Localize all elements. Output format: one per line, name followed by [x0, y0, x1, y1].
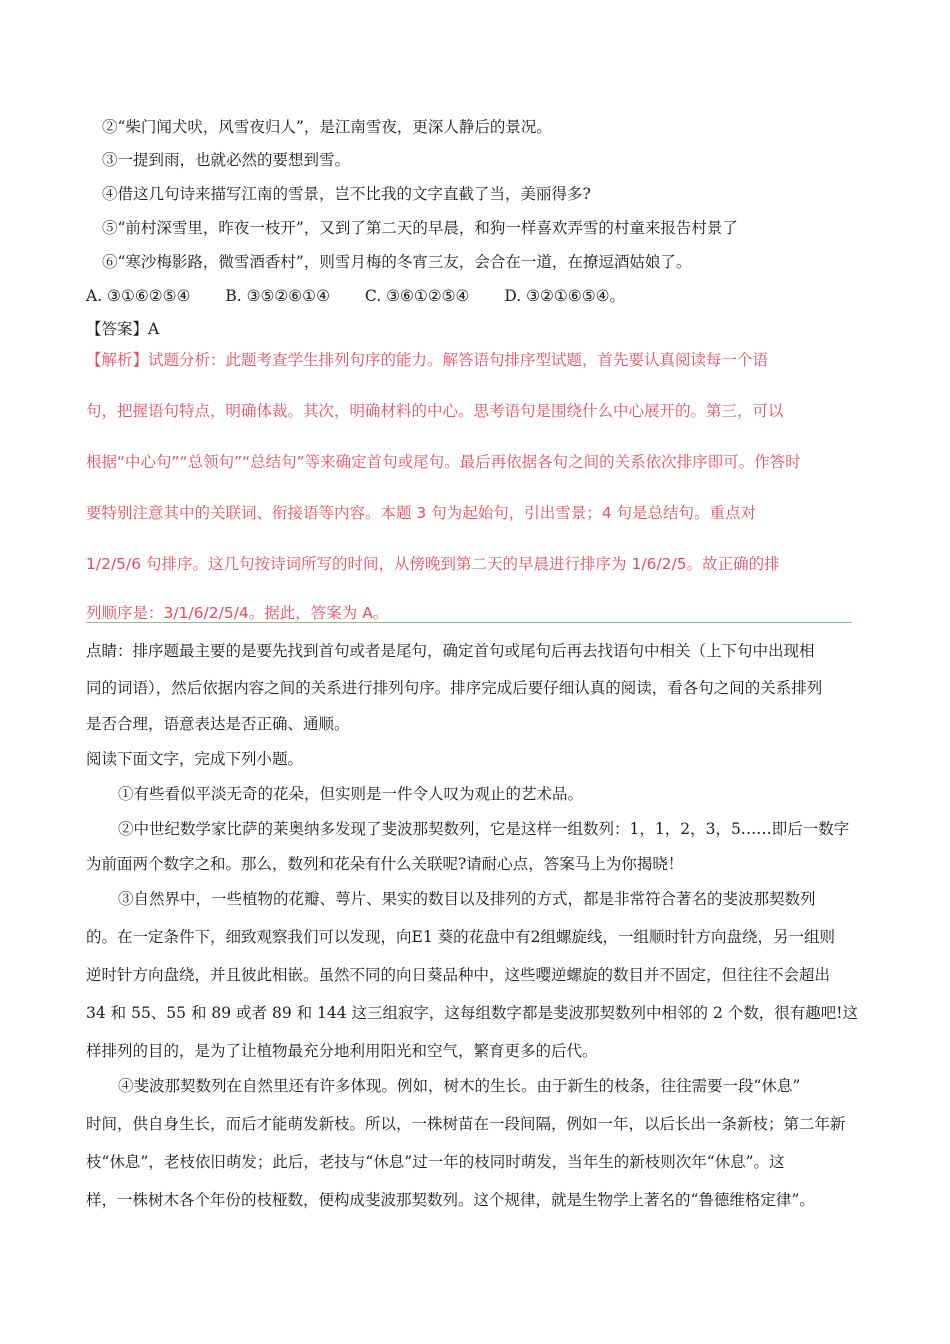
passage-line: 样，一株树木各个年份的枝桠数，便构成斐波那契数列。这个规律，就是生物学上著名的“鲁德维格定律”。: [86, 1191, 815, 1209]
sentence-3: ③一提到雨，也就必然的要想到雪。: [102, 151, 351, 169]
passage-line: 逆时针方向盘绕，并且彼此相嵌。虽然不同的向日葵品种中，这些嘤逆螺旋的数目并不固定，但往往不会超出: [86, 966, 831, 984]
dianjing-line: 同的词语），然后依据内容之间的关系进行排列句序。排序完成后要仔细认真的阅读，看各句之间的关系排列: [86, 679, 823, 697]
option-a: A. ③①⑥②⑤④: [86, 287, 191, 305]
sentence-4: ④借这几句诗来描写江南的雪景，岂不比我的文字直截了当，美丽得多?: [102, 185, 591, 203]
option-c: C. ③⑥①②⑤④: [364, 287, 470, 305]
passage-line: 样排列的目的，是为了让植物最充分地利用阳光和空气，繁育更多的后代。: [86, 1042, 598, 1060]
passage-line: 时间，供自身生长，而后才能萌发新枝。所以，一株树苗在一段间隔，例如一年，以后长出一条新枝；第二年新: [86, 1115, 846, 1133]
sentence-6: ⑥“寒沙梅影路，微雪酒香村”，则雪月梅的冬宵三友，会合在一道，在撩逗酒姑娘了。: [102, 253, 692, 271]
passage-line: ①有些看似平淡无奇的花朵，但实则是一件令人叹为观止的艺术品。: [118, 785, 584, 803]
analysis-line: 【解析】试题分析：此题考查学生排列句序的能力。解答语句排序型试题，首先要认真阅读每一个语: [86, 351, 769, 369]
passage-line: ④斐波那契数列在自然里还有许多体现。例如，树木的生长。由于新生的枝条，往往需要一段“休息”: [118, 1077, 801, 1095]
option-d: D. ③②①⑥⑤④。: [504, 287, 626, 305]
answer-options: [86, 286, 655, 306]
analysis-line: 要特别注意其中的关联词、衔接语等内容。本题 3 句为起始句，引出雪景；4 句是总结句。重点对: [86, 504, 757, 522]
sentence-2: ②“柴门闻犬吠，风雪夜归人”，是江南雪夜，更深人静后的景况。: [102, 118, 552, 136]
passage-line: 的。在一定条件下，细致观察我们可以发现，向E1 葵的花盘中有2组螺旋线，一组顺时针方向盘绕，另一组则: [86, 928, 835, 946]
sentence-5: ⑤“前村深雪里，昨夜一枝开”，又到了第二天的早晨，和狗一样喜欢弄雪的村童来报告村景了: [102, 219, 738, 237]
analysis-line: 列顺序是：3/1/6/2/5/4。据此，答案为 A。: [86, 604, 389, 622]
passage-line: 为前面两个数字之和。那么，数列和花朵有什么关联呢?请耐心点，答案马上为你揭晓！: [86, 855, 684, 873]
reading-instruction: 阅读下面文字，完成下列小题。: [86, 750, 304, 768]
answer-label: 【答案】A: [86, 320, 160, 338]
divider: [86, 622, 852, 623]
dianjing-line: 是否合理，语意表达是否正确、通顺。: [86, 715, 350, 733]
passage-line: 34 和 55、55 和 89 或者 89 和 144 这三组寂字，这每组数字都是斐波那契数列中相邻的 2 个数，很有趣吧!这: [86, 1004, 858, 1022]
dianjing-line: 点睛：排序题最主要的是要先找到首句或者是尾句，确定首句或尾句后再去找语句中相关（上下句中出现相: [86, 642, 815, 660]
analysis-line: 根据“中心句”“总领句”“总结句”等来确定首句或尾句。最后再依据各句之间的关系依次排序即可。作答时: [86, 453, 801, 471]
passage-line: 枝“休息”，老枝依旧萌发；此后，老技与“休息”过一年的枝同时萌发，当年生的新枝则次年“休息”。这: [86, 1153, 785, 1171]
analysis-line: 句，把握语句特点，明确体裁。其次，明确材料的中心。思考语句是围绕什么中心展开的。第三，可以: [86, 402, 784, 420]
passage-line: ③自然界中，一些植物的花瓣、萼片、果实的数目以及排列的方式，都是非常符合著名的斐波那契数列: [118, 890, 816, 908]
option-b: B. ③⑤②⑥①④: [225, 287, 330, 305]
passage-line: ②中世纪数学家比萨的莱奥纳多发现了斐波那契数列，它是这样一组数列：1，1，2，3，5……即后一数字: [118, 820, 850, 838]
analysis-line: 1/2/5/6 句排序。这几句按诗词所写的时间，从傍晚到第二天的早晨进行排序为 1/6/2/5。故正确的排: [86, 555, 780, 573]
